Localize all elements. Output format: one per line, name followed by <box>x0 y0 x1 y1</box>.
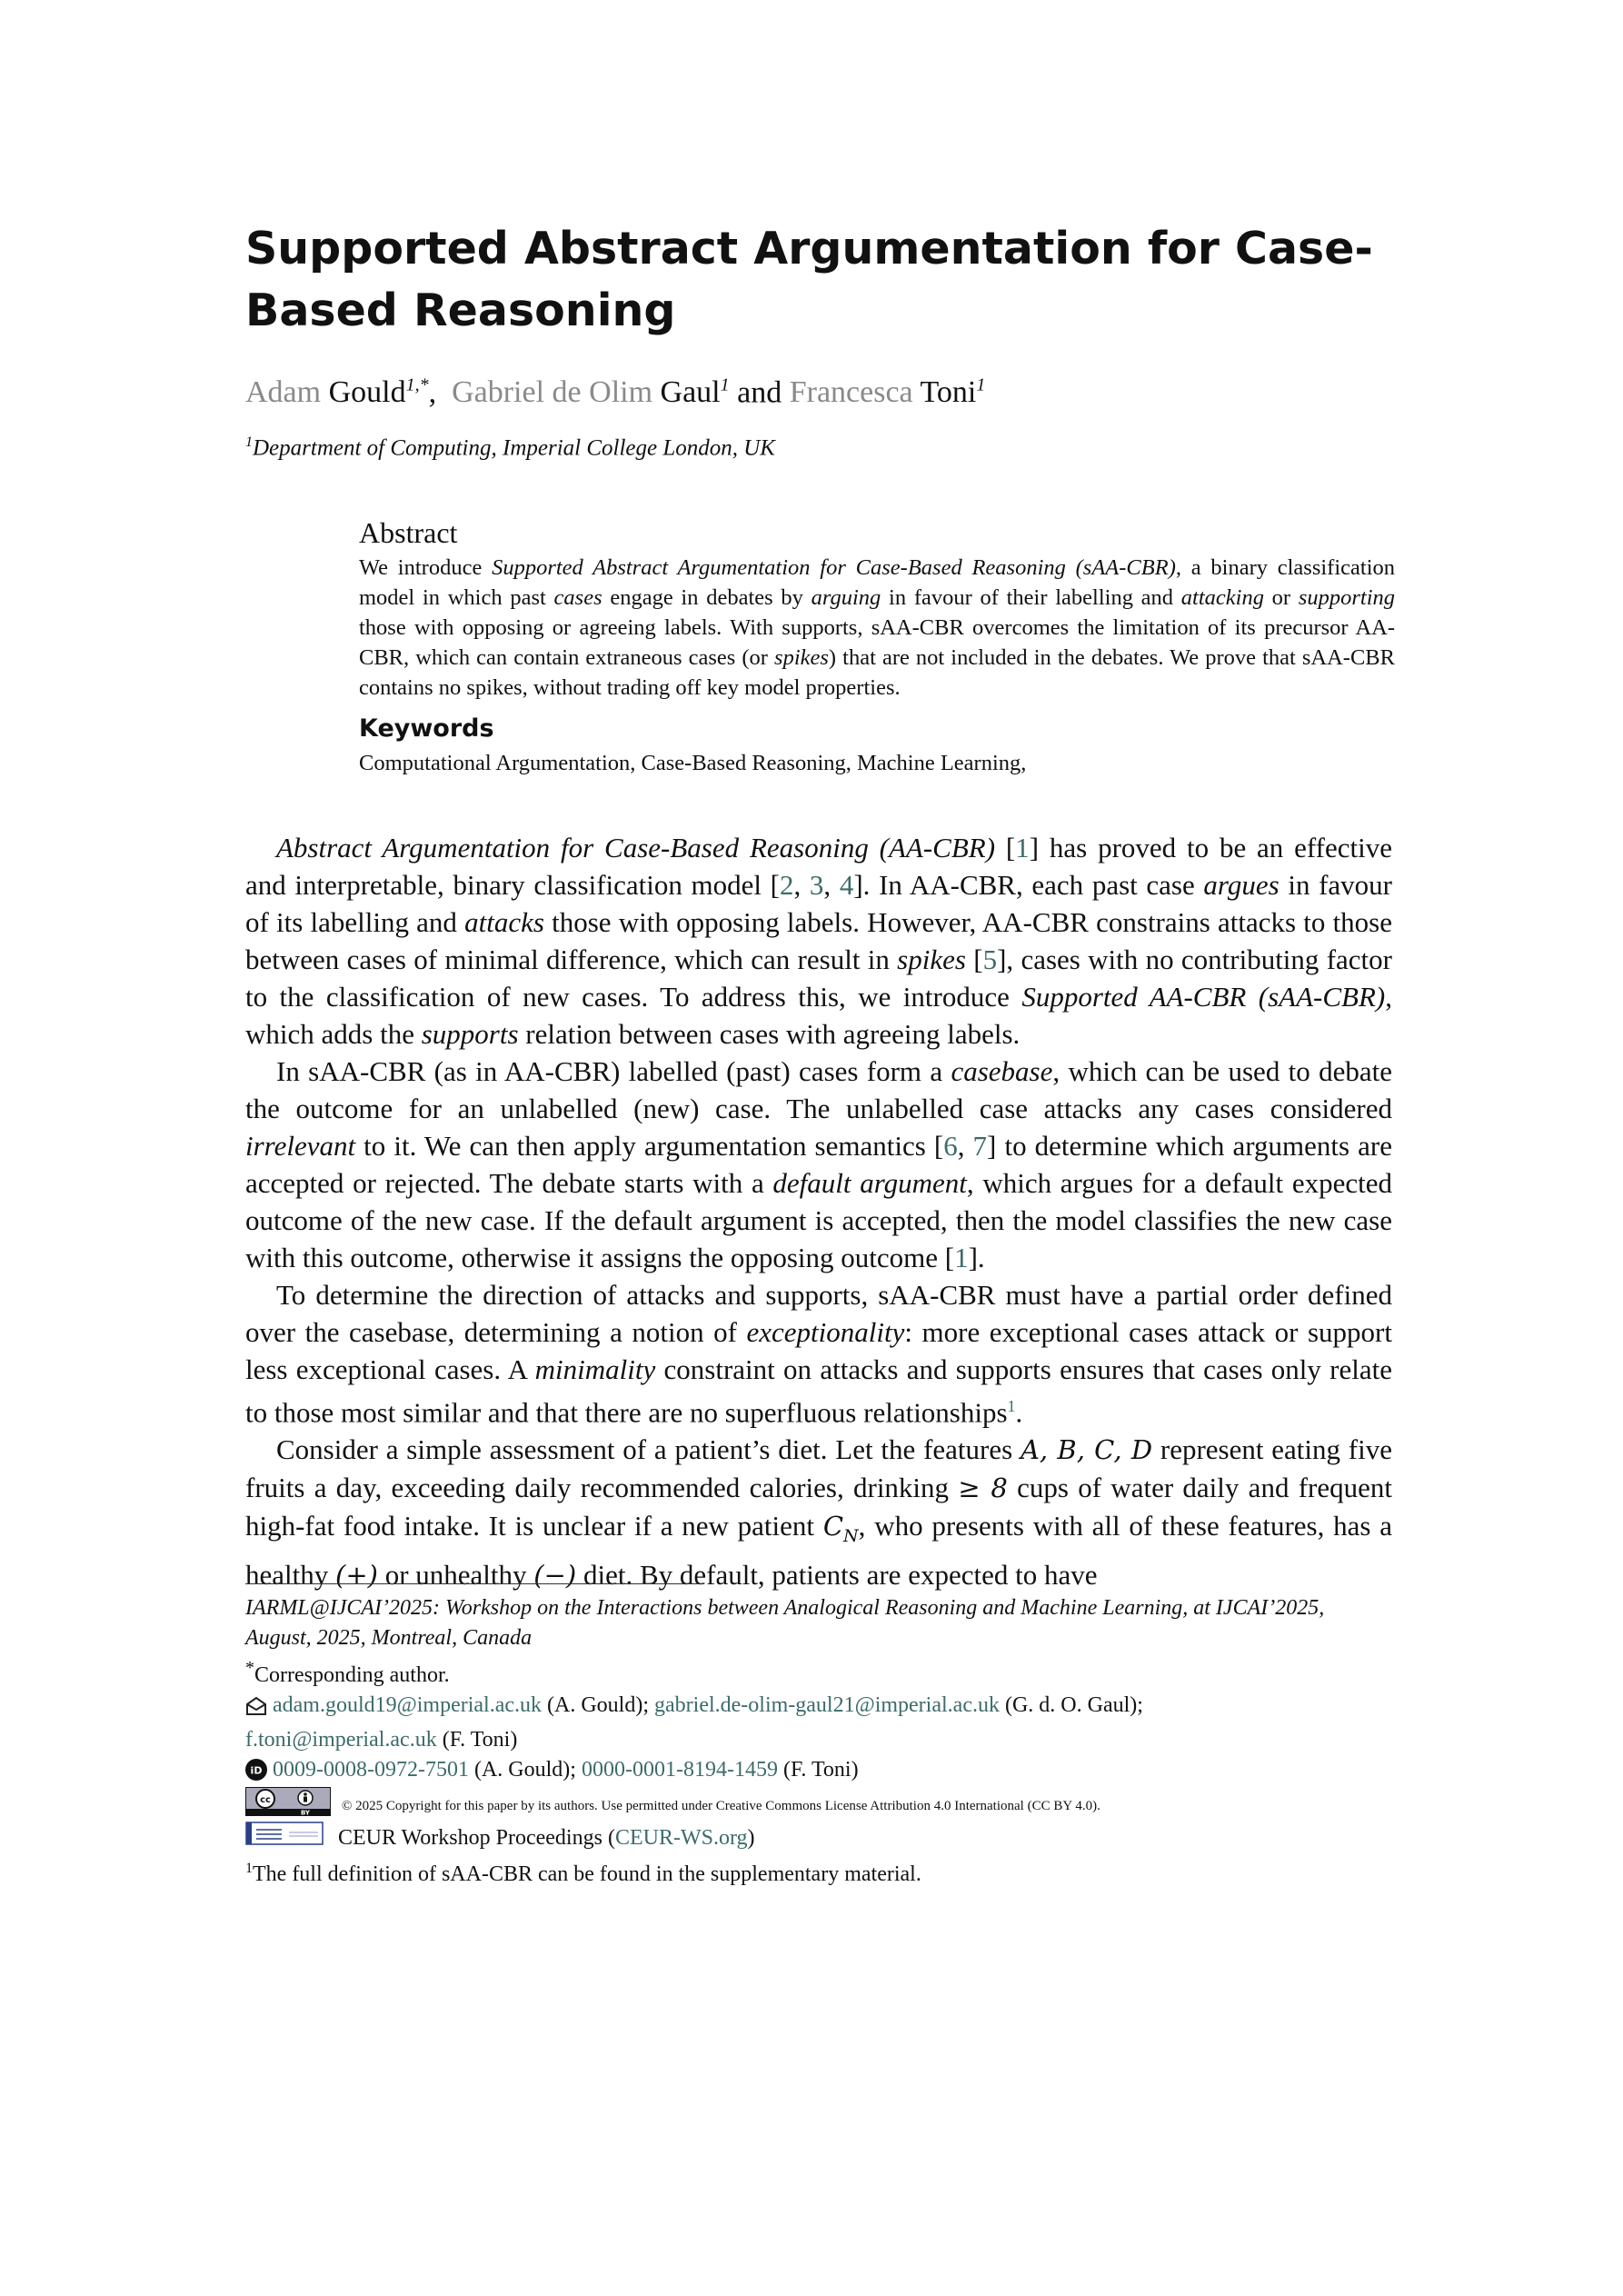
envelope-icon <box>245 1695 267 1725</box>
author-gaul: Gabriel de Olim Gaul$^1$ <box>452 375 730 410</box>
paper-title: Supported Abstract Argumentation for Case-Based Reasoning <box>245 223 1373 336</box>
svg-text:cc: cc <box>260 1795 271 1805</box>
citation-link[interactable]: 1 <box>954 1242 969 1273</box>
citation-link[interactable]: 1 <box>1015 832 1030 863</box>
citation-link[interactable]: 4 <box>839 869 854 901</box>
abstract-section <box>359 514 1395 703</box>
paragraph: In sAA-CBR (as in AA-CBR) labelled (past) cases form a casebase, which can be used to debate the outcome for an unlabelled (new) case. The unlabelled case attacks any cases considered irrelevant to it. We can then apply argumentation semantics [6, 7] to determine which arguments are accepted or rejected. The debate starts with a default argument, which argues for a default expected outcome of the new case. If the default argument is accepted, then the model classifies the new case with this outcome, otherwise it assigns the opposing outcome [1]. <box>245 1055 1392 1273</box>
author-separator: , <box>428 375 453 410</box>
email-line: f.toni@imperial.ac.uk (F. Toni) <box>245 1728 518 1752</box>
abstract-text: We introduce Supported Abstract Argumentation for Case-Based Reasoning (sAA-CBR), a binary classification model in which past cases engage in debates by arguing in favour of their labelling and attacking or supporting those with opposing or agreeing labels. With supports, sAA-CBR overcomes the limitation of its precursor AA-CBR, which can contain extraneous cases (or spikes) that are not included in the debates. We prove that sAA-CBR contains no spikes, without trading off key model properties. <box>359 555 1396 700</box>
paragraph: Abstract Argumentation for Case-Based Reasoning (AA-CBR) [1] has proved to be an effective and interpretable, binary classification model [2, 3, 4]. In AA-CBR, each past case argues in favour of its labelling and attacks those with opposing labels. However, AA-CBR constrains attacks to those between cases of minimal difference, which can result in spikes [5], cases with no contributing factor to the classification of new cases. To address this, we introduce Supported AA-CBR (sAA-CBR), which adds the supports relation between cases with agreeing labels. <box>245 832 1393 1050</box>
affiliation: $^1$Department of Computing, Imperial College London, UK <box>245 434 775 461</box>
keywords-heading: Keywords <box>359 714 494 743</box>
ceur-row <box>245 1822 1392 1853</box>
corresponding-note: *Corresponding author. <box>245 1658 450 1687</box>
orcid-line: iD 0009-0008-0972-7501 (A. Gould); 0000-0001-8194-1459 (F. Toni) <box>245 1755 1392 1790</box>
citation-link[interactable]: 2 <box>780 869 794 901</box>
conference-note: IARML@IJCAI’2025: Workshop on the Interactions between Analogical Reasoning and Machine Learning, at IJCAI’2025, August, 2025, Montreal, Canada <box>245 1596 1325 1650</box>
license-text: © 2025 Copyright for this paper by its authors. Use permitted under Creative Commons License Attribution 4.0 International (CC BY 4.0). <box>342 1798 1100 1813</box>
paragraph: To determine the direction of attacks and supports, sAA-CBR must have a partial order defined over the casebase, determining a notion of exceptionality: more exceptional cases attack or support less exceptional cases. A minimality constraint on attacks and supports ensures that cases only relate to those most similar and that there are no superfluous relationships$^1$. <box>245 1279 1393 1429</box>
email-link-toni[interactable]: f.toni@imperial.ac.uk <box>245 1728 437 1752</box>
ceur-logo-icon <box>245 1822 324 1854</box>
citation-link[interactable]: 3 <box>809 869 824 901</box>
ceur-text: CEUR Workshop Proceedings (CEUR-WS.org) <box>338 1825 755 1850</box>
paragraph: Consider a simple assessment of a patient’s diet. Let the features A, B, C, D represent eating five fruits a day, exceeding daily recommended calories, drinking ≥ 8 cups of water daily and frequent high-fat food intake. It is unclear if a new patient $C_N$, who presents with all of these features, has a healthy (+) or unhealthy (−) diet. By default, patients are expected to have <box>245 1433 1393 1591</box>
abstract-heading: Abstract <box>359 516 458 549</box>
svg-text:BY: BY <box>300 1809 311 1816</box>
orcid-icon <box>245 1759 267 1790</box>
citation-link[interactable]: 5 <box>982 943 998 975</box>
author-gould: Adam Gould$^{1,*}$ <box>245 375 429 410</box>
footnotes <box>245 1593 1392 1890</box>
citation-link[interactable]: 7 <box>972 1130 988 1162</box>
orcid-link-toni[interactable]: 0000-0001-8194-1459 <box>581 1758 778 1782</box>
ceur-link[interactable]: CEUR-WS.org <box>614 1825 748 1850</box>
orcid-link-gould[interactable]: 0009-0008-0972-7501 <box>273 1758 469 1782</box>
author-toni: Francesca Toni$^1$ <box>789 375 986 410</box>
citation-link[interactable]: 6 <box>943 1130 958 1162</box>
email-link-gould[interactable]: adam.gould19@imperial.ac.uk <box>273 1693 543 1717</box>
keywords-text: Computational Argumentation, Case-Based Reasoning, Machine Learning, <box>359 751 1027 775</box>
footnote-1: $^1$The full definition of sAA-CBR can be found in the supplementary material. <box>245 1861 921 1886</box>
footnote-ref[interactable]: 1 <box>1007 1397 1016 1415</box>
cc-by-badge <box>245 1787 331 1825</box>
email-line: adam.gould19@imperial.ac.uk (A. Gould); gabriel.de-olim-gaul21@imperial.ac.uk (G. d. O. Gaul); <box>245 1691 1392 1725</box>
author-list <box>245 365 985 413</box>
email-link-gaul[interactable]: gabriel.de-olim-gaul21@imperial.ac.uk <box>654 1693 1000 1717</box>
body-text <box>245 829 1392 1594</box>
author-separator: and <box>729 375 790 410</box>
svg-text:iD: iD <box>250 1764 263 1777</box>
footnote-divider <box>245 1583 704 1584</box>
license-row <box>245 1790 1392 1822</box>
